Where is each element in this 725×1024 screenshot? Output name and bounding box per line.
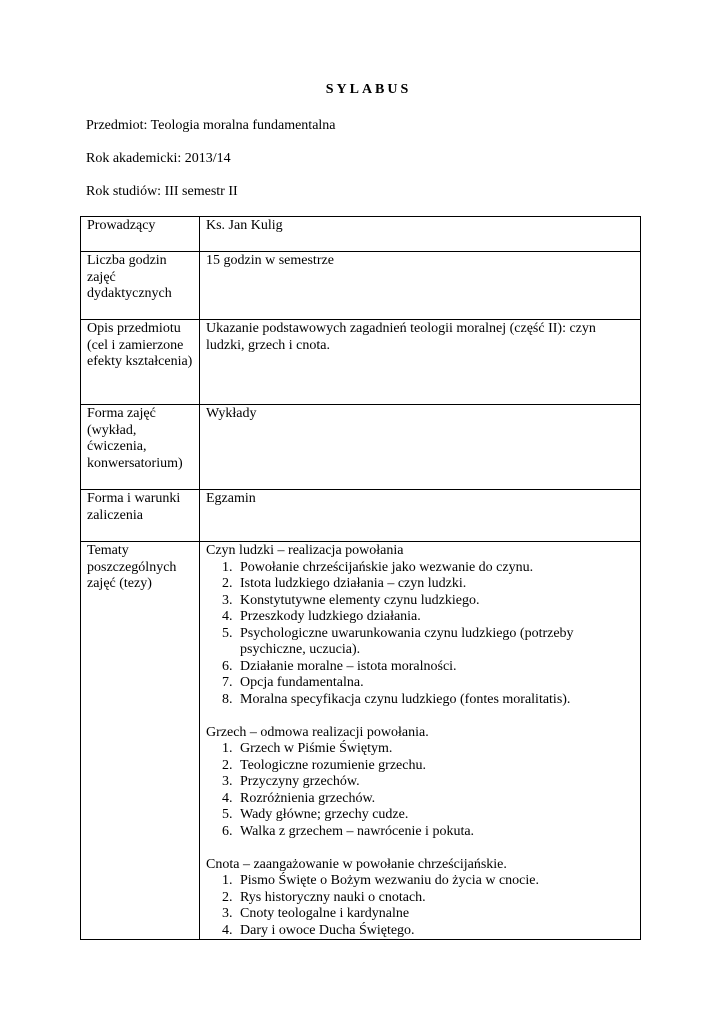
subject-line: Przedmiot: Teologia moralna fundamentalna [86, 118, 336, 133]
list-item: 6. Działanie moralne – istota moralności. [236, 659, 636, 676]
table-row [81, 252, 641, 320]
list-item: 1. Powołanie chrześcijańskie jako wezwanie do czynu. [236, 560, 636, 577]
section-spacer [206, 840, 636, 857]
row-label-topics: Tematy poszczególnych zajęć (tezy) [81, 542, 200, 940]
academic-year-line: Rok akademicki: 2013/14 [86, 151, 231, 166]
list-item: 3. Przyczyny grzechów. [236, 774, 636, 791]
study-year-line: Rok studiów: III semestr II [86, 184, 238, 199]
list-item: 5. Psychologiczne uwarunkowania czynu ludzkiego (potrzeby psychiczne, uczucia). [236, 626, 636, 659]
row-value-assessment: Egzamin [200, 490, 641, 542]
table-row [81, 490, 641, 542]
section-spacer [206, 708, 636, 725]
list-item: 2. Rys historyczny nauki o cnotach. [236, 890, 636, 907]
list-item: 4. Rozróżnienia grzechów. [236, 791, 636, 808]
row-label-assessment: Forma i warunki zaliczenia [81, 490, 200, 542]
list-item: 3. Cnoty teologalne i kardynalne [236, 906, 636, 923]
row-value-topics [200, 542, 641, 940]
table-row [81, 217, 641, 252]
list-item: 4. Dary i owoce Ducha Świętego. [236, 923, 636, 940]
row-value-hours: 15 godzin w semestrze [200, 252, 641, 320]
row-value-lecturer: Ks. Jan Kulig [200, 217, 641, 252]
topics-list-sin [206, 741, 636, 840]
row-label-hours: Liczba godzin zajęć dydaktycznych [81, 252, 200, 320]
row-value-description: Ukazanie podstawowych zagadnień teologii moralnej (część II): czyn ludzki, grzech i cnota. [200, 320, 641, 405]
section-title-sin: Grzech – odmowa realizacji powołania. [206, 724, 429, 740]
list-item: 5. Wady główne; grzechy cudze. [236, 807, 636, 824]
table-row [81, 320, 641, 405]
list-item: 2. Istota ludzkiego działania – czyn ludzki. [236, 576, 636, 593]
syllabus-table [80, 216, 641, 940]
section-title-act: Czyn ludzki – realizacja powołania [206, 543, 404, 558]
list-item: 4. Przeszkody ludzkiego działania. [236, 609, 636, 626]
list-item: 1. Pismo Święte o Bożym wezwaniu do życia w cnocie. [236, 873, 636, 890]
row-label-form: Forma zajęć (wykład, ćwiczenia, konwersatorium) [81, 405, 200, 490]
row-label-description: Opis przedmiotu (cel i zamierzone efekty kształcenia) [81, 320, 200, 405]
section-title-virtue: Cnota – zaangażowanie w powołanie chrześcijańskie. [206, 856, 507, 872]
topics-list-virtue [206, 873, 636, 939]
row-value-form: Wykłady [200, 405, 641, 490]
table-row [81, 542, 641, 940]
table-row [81, 405, 641, 490]
list-item: 2. Teologiczne rozumienie grzechu. [236, 758, 636, 775]
list-item: 6. Walka z grzechem – nawrócenie i pokuta. [236, 824, 636, 841]
topics-list-act [206, 560, 636, 709]
list-item: 8. Moralna specyfikacja czynu ludzkiego (fontes moralitatis). [236, 692, 636, 709]
list-item: 7. Opcja fundamentalna. [236, 675, 636, 692]
row-label-lecturer: Prowadzący [81, 217, 200, 252]
list-item: 3. Konstytutywne elementy czynu ludzkiego. [236, 593, 636, 610]
document-title: SYLABUS [325, 82, 412, 97]
list-item: 1. Grzech w Piśmie Świętym. [236, 741, 636, 758]
